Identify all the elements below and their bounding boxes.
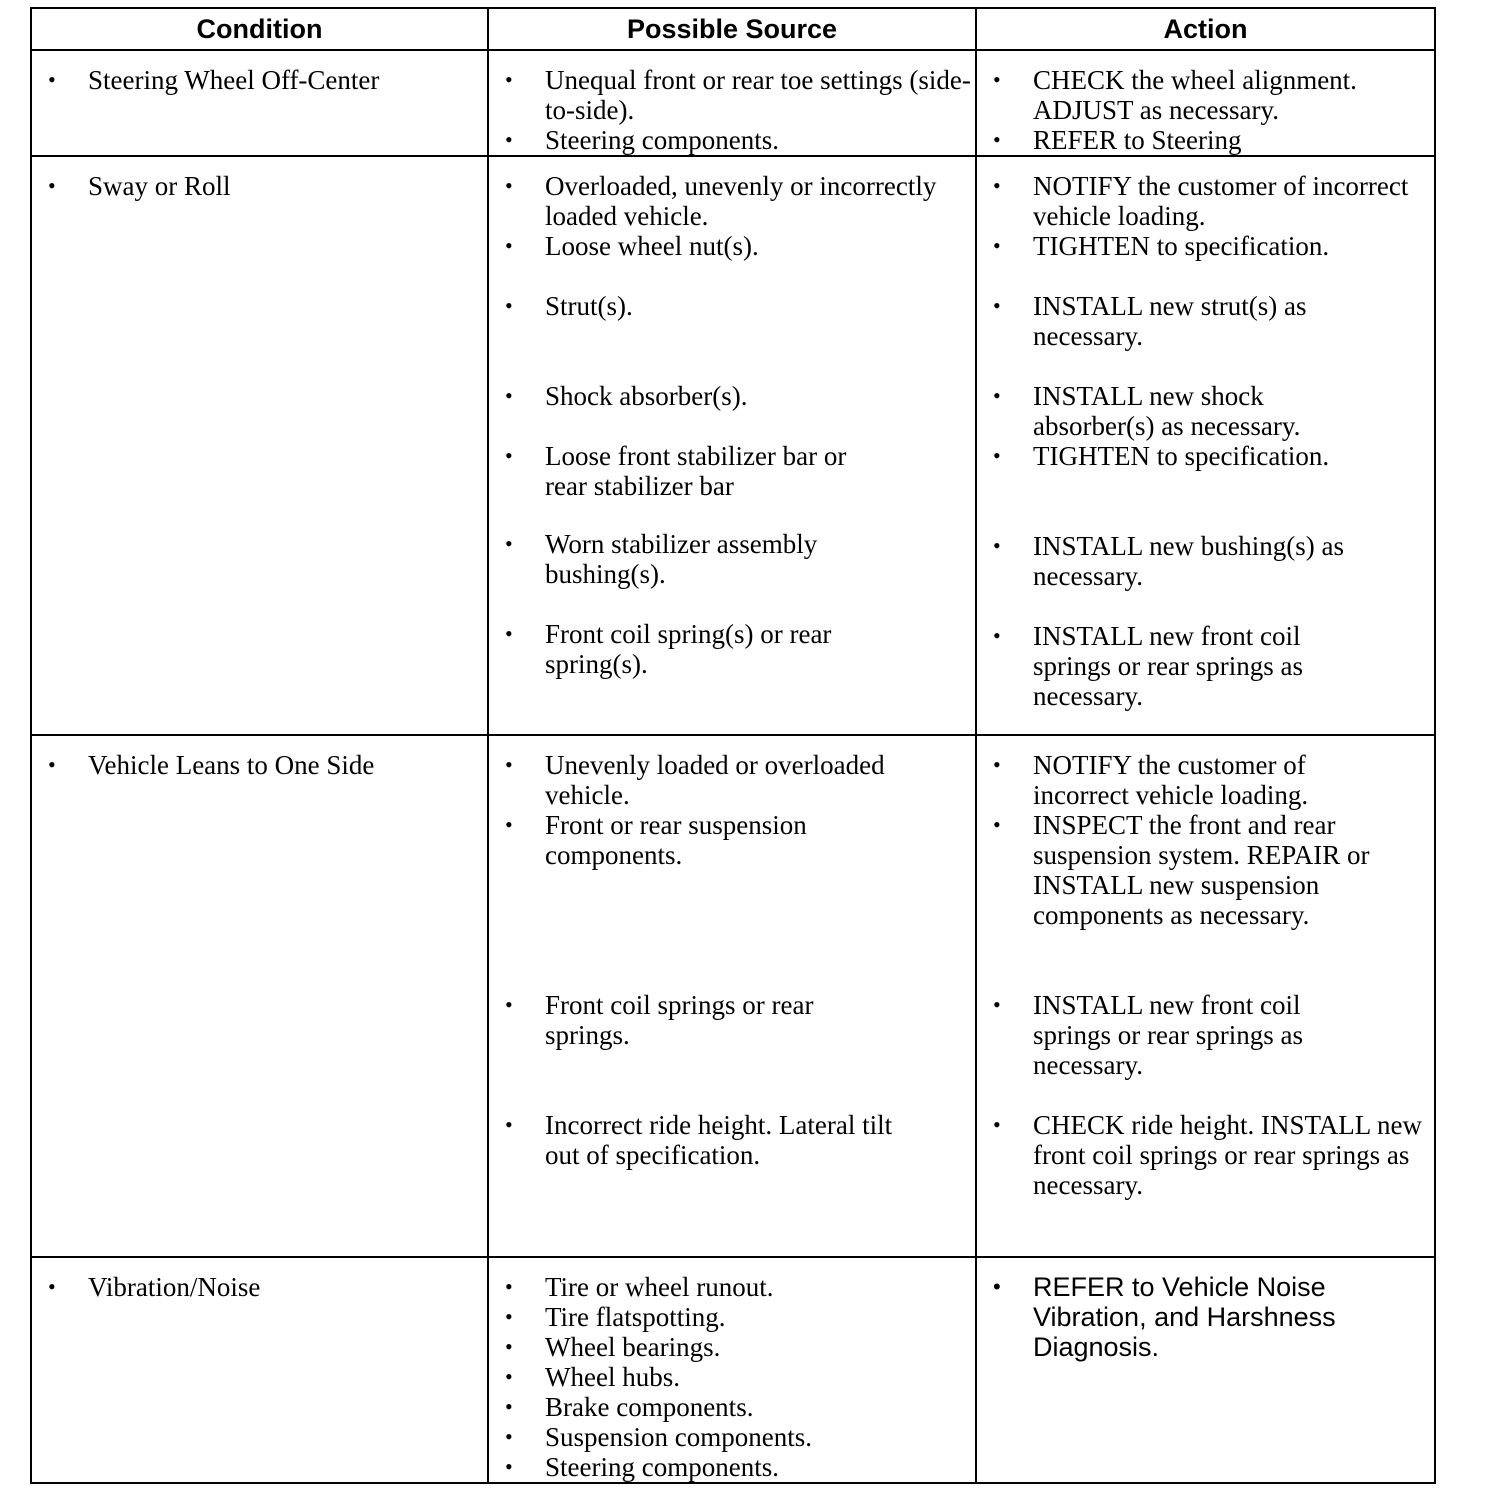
condition-text: • Steering Wheel Off-Center — [32, 65, 487, 95]
action-item: • INSTALL new strut(s) as necessary. — [977, 291, 1363, 351]
header-condition: Condition — [31, 8, 488, 50]
condition-cell — [31, 156, 488, 735]
action-cell — [976, 735, 1435, 1257]
source-item: • Front coil springs or rear springs. — [489, 990, 875, 1050]
source-item: • Tire flatspotting. — [489, 1302, 975, 1332]
source-cell — [488, 156, 976, 735]
source-cell — [488, 50, 976, 156]
source-item: • Overloaded, unevenly or incorrectly loaded vehicle. — [489, 171, 975, 231]
condition-cell — [31, 735, 488, 1257]
condition-cell — [31, 50, 488, 156]
source-cell — [488, 1257, 976, 1483]
condition-text: • Vibration/Noise — [32, 1272, 487, 1302]
source-item: • Wheel bearings. — [489, 1332, 975, 1362]
action-item: • TIGHTEN to specification. — [977, 231, 1434, 261]
source-item: • Unequal front or rear toe settings (side-to-side). — [489, 65, 975, 125]
source-item: • Steering components. — [489, 1452, 975, 1482]
action-item: • NOTIFY the customer of incorrect vehicle loading. — [977, 750, 1363, 810]
source-item: • Wheel hubs. — [489, 1362, 975, 1392]
source-item: • Front or rear suspension components. — [489, 810, 875, 870]
action-item: • NOTIFY the customer of incorrect vehicle loading. — [977, 171, 1434, 231]
header-possible-source: Possible Source — [488, 8, 976, 50]
action-item: • INSTALL new bushing(s) as necessary. — [977, 531, 1393, 591]
header-row — [31, 8, 1435, 50]
table-row — [31, 735, 1435, 1257]
header-action: Action — [976, 8, 1435, 50]
source-item: • Loose front stabilizer bar or rear stabilizer bar — [489, 441, 865, 501]
condition-cell — [31, 1257, 488, 1483]
source-item: • Shock absorber(s). — [489, 381, 975, 411]
action-item: • INSTALL new front coil springs or rear springs as necessary. — [977, 990, 1363, 1080]
action-item: • INSPECT the front and rear suspension system. REPAIR or INSTALL new suspension components as necessary. — [977, 810, 1423, 930]
diagnosis-table — [30, 7, 1436, 1484]
table-row — [31, 50, 1435, 156]
action-item: • INSTALL new shock absorber(s) as necessary. — [977, 381, 1363, 441]
source-item: • Worn stabilizer assembly bushing(s). — [489, 529, 875, 589]
source-item: • Loose wheel nut(s). — [489, 231, 975, 261]
source-item: • Brake components. — [489, 1392, 975, 1422]
source-item: • Incorrect ride height. Lateral tilt out of specification. — [489, 1110, 905, 1170]
action-item: • CHECK the wheel alignment. ADJUST as necessary. — [977, 65, 1434, 125]
condition-text: • Vehicle Leans to One Side — [32, 750, 487, 780]
source-item: • Steering components. — [489, 125, 975, 155]
table-row — [31, 1257, 1435, 1483]
action-item: • REFER to Vehicle Noise Vibration, and Harshness Diagnosis. — [977, 1272, 1363, 1362]
source-item: • Strut(s). — [489, 291, 975, 321]
action-item: • TIGHTEN to specification. — [977, 441, 1434, 471]
table-row — [31, 156, 1435, 735]
source-cell — [488, 735, 976, 1257]
action-cell — [976, 1257, 1435, 1483]
action-item: • INSTALL new front coil springs or rear springs as necessary. — [977, 621, 1363, 711]
action-cell — [976, 156, 1435, 735]
condition-text: • Sway or Roll — [32, 171, 487, 201]
source-item: • Tire or wheel runout. — [489, 1272, 975, 1302]
action-item: • CHECK ride height. INSTALL new front coil springs or rear springs as necessary. — [977, 1110, 1423, 1200]
action-item: • REFER to Steering — [977, 125, 1434, 155]
source-item: • Unevenly loaded or overloaded vehicle. — [489, 750, 935, 810]
action-cell — [976, 50, 1435, 156]
source-item: • Suspension components. — [489, 1422, 975, 1452]
source-item: • Front coil spring(s) or rear spring(s). — [489, 619, 875, 679]
